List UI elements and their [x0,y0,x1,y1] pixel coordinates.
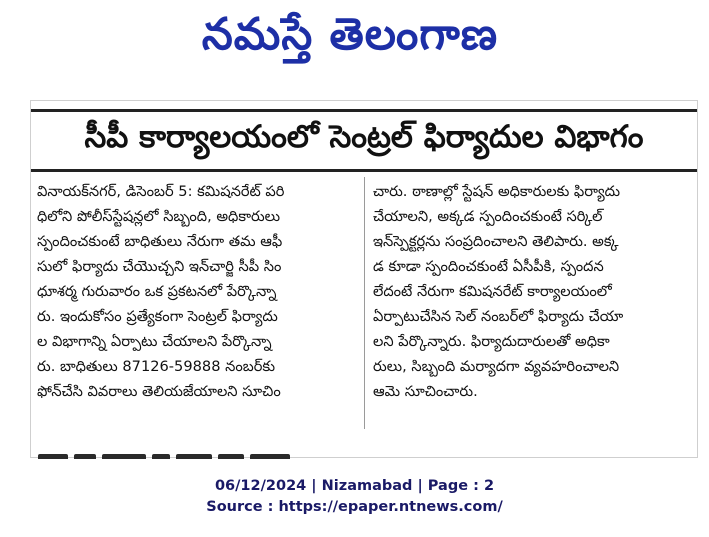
headline-rule-top [31,109,697,112]
text-line: రు. బాధితులు 87126-59888 నంబర్‌కు [37,358,276,375]
footer-date-edition: 06/12/2024 | Nizamabad | Page : 2 [214,478,495,494]
text-line: లని పేర్కొన్నారు. ఫిర్యాదుదారులతో అధికా [373,333,610,350]
text-line: ఆమె సూచించారు. [373,383,478,400]
text-line: స్పందించకుంటే బాధితులు నేరుగా తమ ఆఫీ [37,233,283,250]
article-column-left [37,179,355,404]
text-line: ల విభాగాన్ని ఏర్పాటు చేయాలని పేర్కొన్నా [37,333,272,350]
text-line: రులు, సిబ్బంది మర్యాదగా వ్యవహరించాలని [373,358,620,375]
text-line: చేయాలని, అక్కడ స్పందించకుంటే సర్కిల్ [373,208,603,225]
masthead-logo: నమస్తే తెలంగాణ [201,9,499,60]
article-headline: సీపీ కార్యాలయంలో సెంట్రల్ ఫిర్యాదుల విభాగం [84,119,644,155]
text-line: ఇన్‌స్పెక్టర్లను సంప్రదించాలని తెలిపారు. అక్క [373,233,619,250]
text-line: లేదంటే నేరుగా కమిషనరేట్ కార్యాలయంలో [373,283,612,300]
text-line: ధిలోని పోలీస్‌స్టేషన్లలో సిబ్బంది, అధికారులు [37,208,281,225]
text-line: చారు. ఠాణాల్లో స్టేషన్ అధికారులకు ఫిర్యాదు [373,183,621,200]
text-line: వినాయక్‌నగర్, డిసెంబర్ 5: కమిషనరేట్ పరి [37,183,285,200]
news-clipping [30,100,698,458]
text-line: ఏర్పాటుచేసిన సెల్ నంబర్‌లో ఫిర్యాదు చేయా [373,308,624,325]
text-line: ఫోన్‌చేసి వివరాలు తెలియజేయాలని సూచిం [37,383,281,400]
footer-source: Source : https://epaper.ntnews.com/ [206,499,503,515]
cut-off-text-strip [38,449,678,459]
text-line: రు. ఇందుకోసం ప్రత్యేకంగా సెంట్రల్ ఫిర్యాదు [37,308,278,325]
article-column-right [373,179,691,404]
headline-rule-bottom [31,169,697,172]
text-line: ధూశర్మ గురువారం ఒక ప్రకటనలో పేర్కొన్నా [37,283,277,300]
column-divider [364,177,365,429]
text-line: డ కూడా స్పందించకుంటే ఏసీపీకి, స్పందన [373,258,604,275]
text-line: సులో ఫిర్యాదు చేయొచ్చని ఇన్‌చార్జి సీపీ సిం [37,258,282,275]
